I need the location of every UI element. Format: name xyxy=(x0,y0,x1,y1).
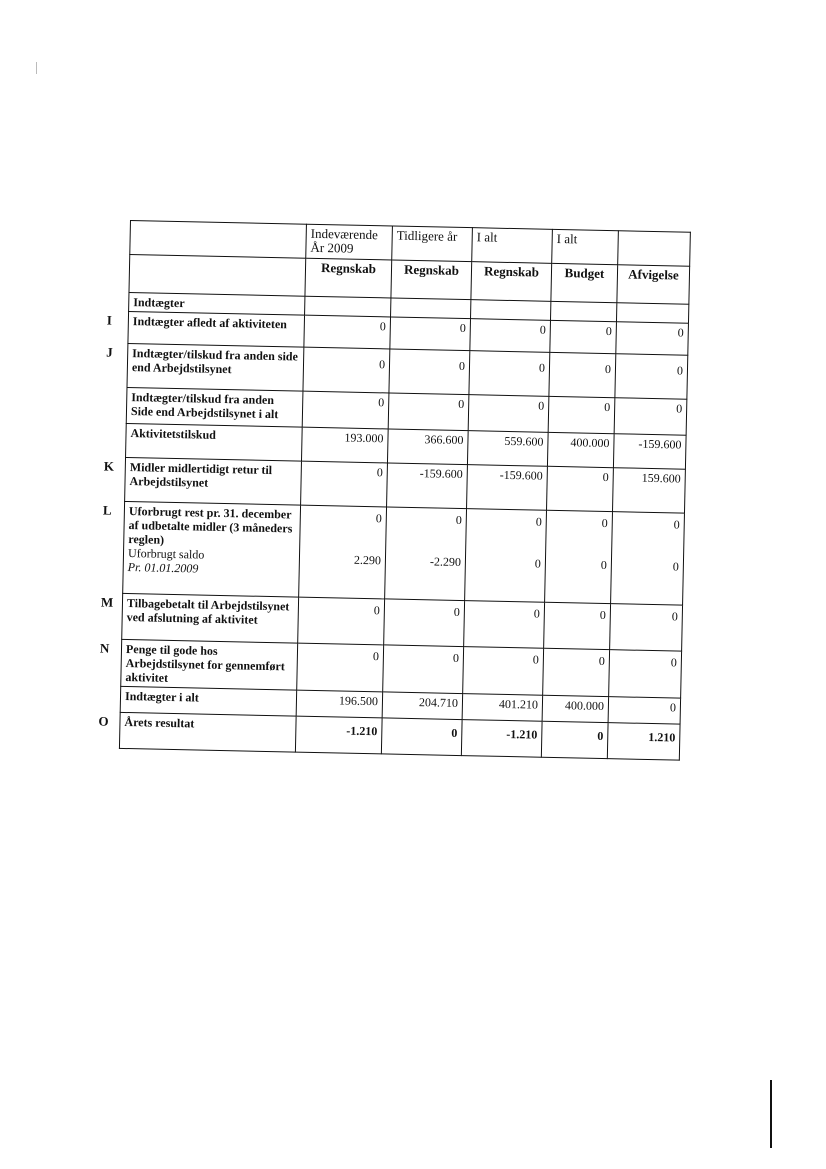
header-empty-cell xyxy=(130,221,307,259)
cell-value: 0 xyxy=(608,697,681,725)
cell-value-2: 0 xyxy=(534,556,542,571)
row-label-cell xyxy=(102,501,301,597)
cell-value: 0 xyxy=(535,514,542,529)
cell-value: 0 xyxy=(303,347,390,393)
col-header-total-budget: I alt xyxy=(552,229,619,264)
row-label-cell xyxy=(126,423,303,461)
cell-value: 0 xyxy=(464,601,545,649)
cell-value: 0 xyxy=(468,395,549,433)
cell-value: 0 xyxy=(388,393,469,431)
row-label-cell xyxy=(100,593,299,643)
col-subheader: Regnskab xyxy=(471,262,552,302)
row-label-cell xyxy=(99,639,298,690)
cell-value: 196.500 xyxy=(296,690,383,718)
row-label: Indtægter/tilskud fra anden side end Arbejdstilsynet xyxy=(131,346,299,377)
budget-table xyxy=(98,220,691,761)
col-subheader: Regnskab xyxy=(305,258,392,298)
row-label: Indtægter/tilskud fra anden Side end Arbejdstilsynet i alt xyxy=(130,390,279,422)
cell-value: 0 xyxy=(389,349,470,395)
row-label-cell xyxy=(103,457,302,505)
row-letter: I xyxy=(106,312,113,328)
col-subheader: Regnskab xyxy=(391,260,472,300)
row-label-cell xyxy=(106,343,304,391)
cell-value: 0 xyxy=(673,517,680,532)
cell-value-2: 0 xyxy=(600,557,608,573)
cell-value: 0 xyxy=(455,512,462,528)
cell-value: 0 xyxy=(384,599,465,647)
col-header-previous-years: Tidligere år xyxy=(392,226,473,262)
cell-value: 193.000 xyxy=(301,427,388,463)
row-letter: K xyxy=(103,458,115,474)
row-label-cell xyxy=(126,387,303,427)
header-empty-cell xyxy=(129,255,306,297)
col-header-current-year: Indeværende År 2009 xyxy=(306,224,393,260)
cell-value: 0 xyxy=(609,650,682,698)
row-label-cell xyxy=(98,712,296,752)
cell-stack xyxy=(611,512,685,605)
row-label: Tilbagebetalt til Arbejdstilsynet ved afslutning af aktivitet xyxy=(126,596,290,627)
cell-value: 400.000 xyxy=(542,695,609,722)
cell-value: 159.600 xyxy=(612,468,685,513)
row-label-cell xyxy=(106,311,305,347)
cell-stack xyxy=(545,510,613,603)
row-label: Årets resultat xyxy=(124,714,195,731)
cell-value: 401.210 xyxy=(462,694,543,722)
cell-value: 0 xyxy=(469,351,550,397)
cell-value: 0 xyxy=(463,647,544,696)
scan-artifact-line xyxy=(770,1080,772,1148)
cell-value: 0 xyxy=(298,597,385,645)
row-letter: O xyxy=(98,713,109,729)
cell-value: 0 xyxy=(550,320,617,353)
cell-stack xyxy=(299,505,387,599)
cell-value: 0 xyxy=(614,398,687,435)
cell-value: 0 xyxy=(610,604,683,651)
cell-value: 366.600 xyxy=(387,429,468,465)
cell-value: 0 xyxy=(302,391,389,429)
row-label: Aktivitetstilskud xyxy=(130,426,217,442)
row-letter: J xyxy=(106,344,113,360)
cell-value: 559.600 xyxy=(467,431,548,467)
cell-value: -159.600 xyxy=(387,463,468,509)
row-date: Pr. 01.01.2009 xyxy=(127,560,199,576)
cell-value: 0 xyxy=(544,602,611,649)
cell-value: 0 xyxy=(601,515,608,531)
cell-value: 0 xyxy=(547,466,614,511)
cell-value: 1.210 xyxy=(607,723,680,760)
col-subheader: Budget xyxy=(551,263,618,302)
cell-value: 0 xyxy=(383,645,464,694)
cell-value-2: 0 xyxy=(672,559,680,574)
cell-stack xyxy=(465,509,547,603)
cell-value: 204.710 xyxy=(382,692,463,720)
col-header-total-accounts: I alt xyxy=(472,228,553,264)
col-subheader: Afvigelse xyxy=(617,265,690,304)
cell-stack xyxy=(385,507,467,601)
cell-value-2: 2.290 xyxy=(353,552,382,568)
row-label: Uforbrugt rest pr. 31. december af udbetalte midler (3 måneders reglen) xyxy=(128,504,293,547)
budget-table-container xyxy=(98,220,690,761)
cell-value: 0 xyxy=(297,643,384,692)
col-header-deviation xyxy=(618,231,691,267)
cell-value: 0 xyxy=(548,396,615,433)
row-label-cell xyxy=(120,686,297,716)
cell-value: 0 xyxy=(543,648,610,696)
row-label: Indtægter i alt xyxy=(124,689,199,705)
cell-value: 0 xyxy=(615,354,688,399)
cell-value: 0 xyxy=(304,315,391,349)
cell-value: 0 xyxy=(616,322,689,356)
cell-value: 400.000 xyxy=(547,432,614,467)
row-label: Penge til gode hos Arbejdstilsynet for gennemført aktivitet xyxy=(125,642,285,685)
row-label: Midler midlertidigt retur til Arbejdstilsynet xyxy=(129,460,273,490)
section-label: Indtægter xyxy=(129,292,305,315)
row-letter: N xyxy=(99,640,110,656)
row-label: Indtægter afledt af aktiviteten xyxy=(132,314,288,332)
scan-artifact-mark xyxy=(36,62,37,74)
cell-value: -1.210 xyxy=(461,720,542,758)
table-row xyxy=(123,501,685,605)
cell-value-2: -2.290 xyxy=(429,554,462,570)
cell-value: 0 xyxy=(375,511,382,526)
cell-value: 0 xyxy=(549,352,616,397)
cell-value: 0 xyxy=(381,718,462,756)
cell-value: -159.600 xyxy=(613,434,686,470)
cell-value: 0 xyxy=(470,319,551,353)
cell-value: -1.210 xyxy=(295,716,382,754)
row-letter: M xyxy=(100,594,114,610)
row-letter: L xyxy=(102,502,112,518)
cell-value: 0 xyxy=(541,721,608,758)
cell-value: 0 xyxy=(301,461,388,507)
row-sublabel: Uforbrugt saldo xyxy=(127,546,205,562)
cell-value: -159.600 xyxy=(467,465,548,511)
cell-value: 0 xyxy=(390,317,471,351)
